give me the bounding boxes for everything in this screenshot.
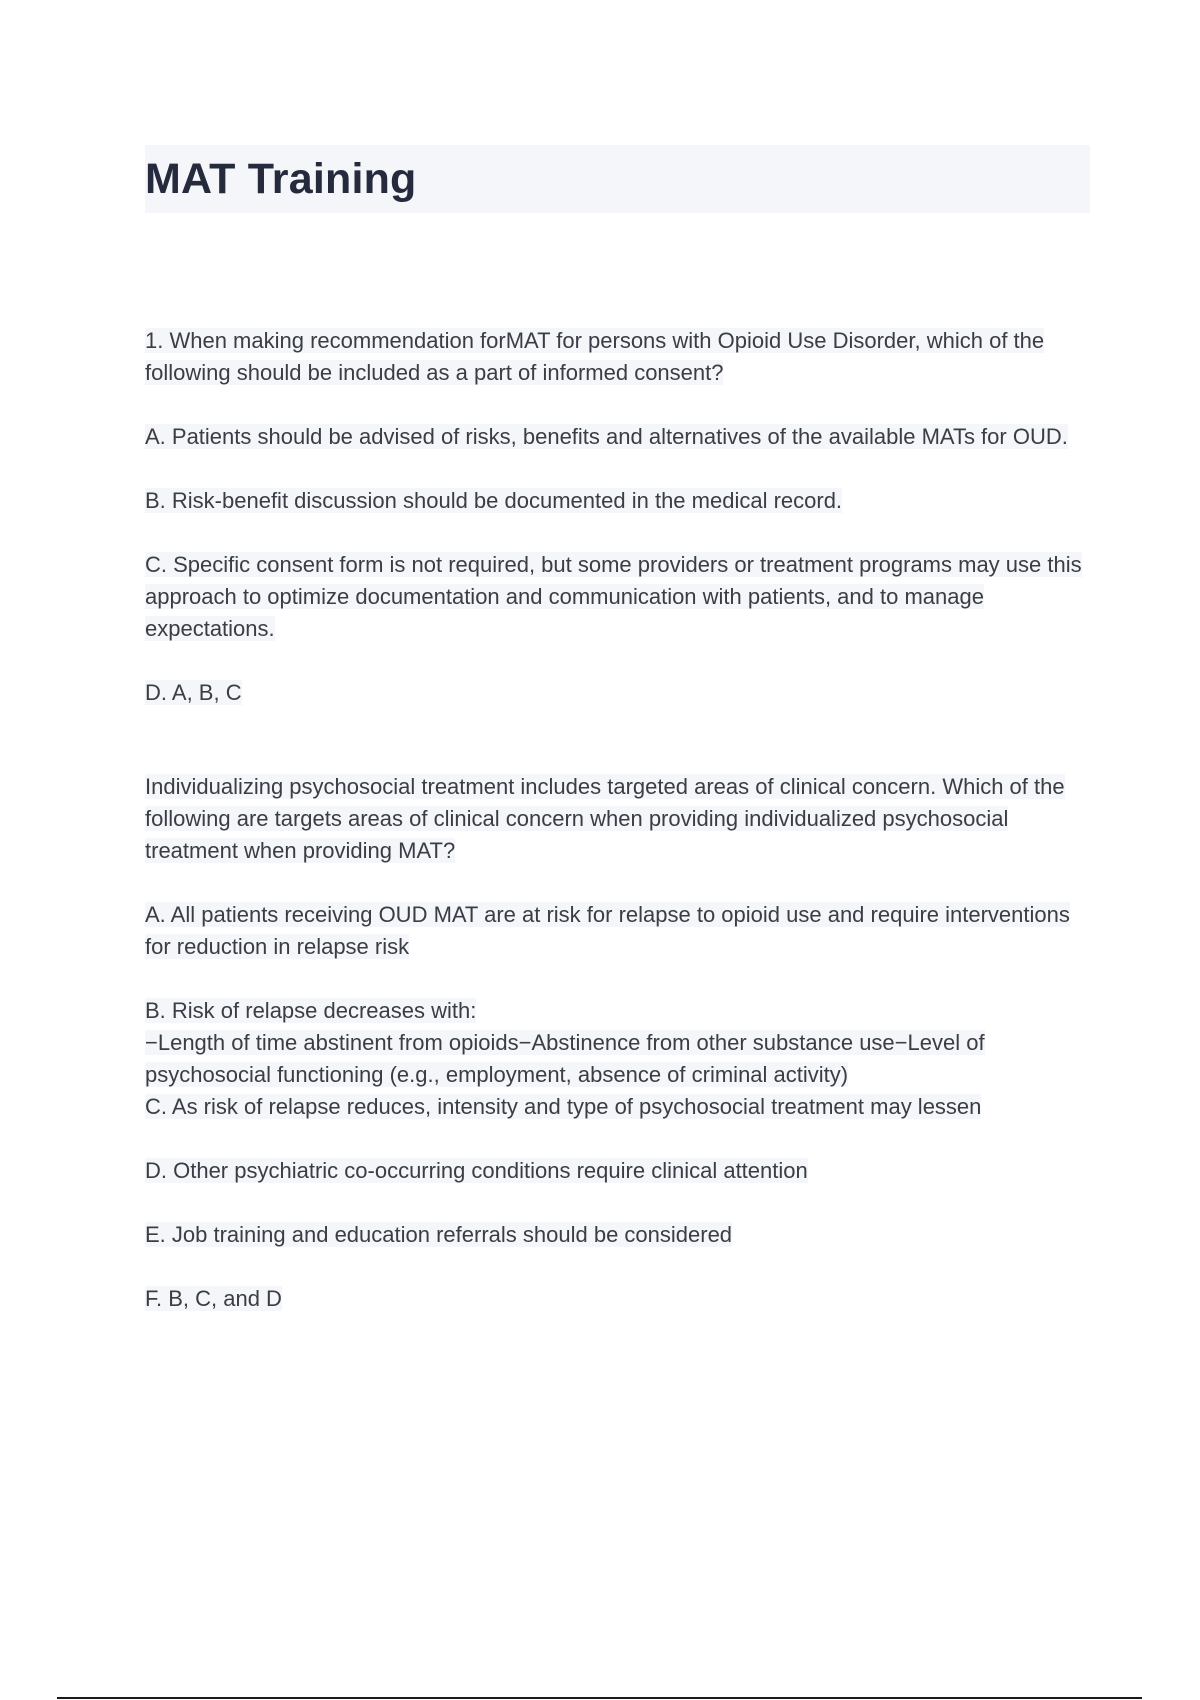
question-2-option-f: F. B, C, and D	[145, 1286, 282, 1311]
question-1-stem: 1. When making recommendation forMAT for persons with Opioid Use Disorder, which of the following should be included as a part of informed consent?	[145, 328, 1045, 385]
title-bar	[145, 145, 1090, 213]
question-2-option-b-details: −Length of time abstinent from opioids−Abstinence from other substance use−Level of psychosocial functioning (e.g., employment, absence of criminal activity)	[145, 1030, 985, 1087]
document-body	[145, 325, 1090, 1315]
question-1-option-b: B. Risk-benefit discussion should be documented in the medical record.	[145, 488, 843, 513]
question-1-option-d: D. A, B, C	[145, 680, 242, 705]
question-2-option-d: D. Other psychiatric co-occurring conditions require clinical attention	[145, 1158, 808, 1183]
question-2-option-e: E. Job training and education referrals should be considered	[145, 1222, 733, 1247]
question-2-stem: Individualizing psychosocial treatment includes targeted areas of clinical concern. Which of the following are targets areas of clinical concern when providing individualized psychosocial treatment when providing MAT?	[145, 774, 1065, 863]
question-2	[145, 771, 1090, 1315]
question-2-option-c: C. As risk of relapse reduces, intensity and type of psychosocial treatment may lessen	[145, 1094, 982, 1119]
question-1-option-a: A. Patients should be advised of risks, benefits and alternatives of the available MATs for OUD.	[145, 424, 1068, 449]
page-title: MAT Training	[145, 154, 417, 203]
question-1	[145, 325, 1090, 709]
bottom-divider	[57, 1697, 1142, 1699]
question-1-option-c: C. Specific consent form is not required, but some providers or treatment programs may use this approach to optimize documentation and communication with patients, and to manage expectations.	[145, 552, 1082, 641]
question-2-option-b-heading: B. Risk of relapse decreases with:	[145, 998, 477, 1023]
document-page	[145, 145, 1090, 1311]
question-2-option-a: A. All patients receiving OUD MAT are at risk for relapse to opioid use and require interventions for reduction in relapse risk	[145, 902, 1070, 959]
